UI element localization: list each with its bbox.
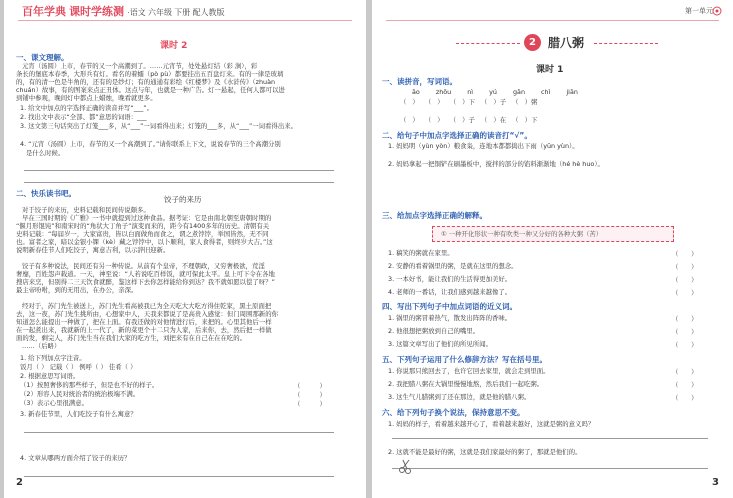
answer-paren[interactable]: （ ） [672,276,698,284]
definition-box [432,226,674,242]
answer-line[interactable] [24,476,334,477]
question: 饭月（ ） 记载（ ） 例呼（ ） 佳肴（ ） [20,363,137,371]
section-heading: 六、给下列句子换个说法，保持意思不变。 [382,408,525,417]
answer-paren[interactable]: （ ） [672,250,698,258]
poem-line: 条长的堡底本春季，大形兵有灯。看名的着蠕（pò pù）都要挂出五百盘灯来。有的一律是玻璃 [16,70,284,78]
question: 4. “元宵（汤圆）上市，春节的又一个高潮到了。”请你联系上下文，说说春节的三个高潮分别 [20,140,281,148]
question: 1. 妈妈的样子，看着越来越开心了，看着越来越好，这就是粥的意义吗？ [388,420,595,428]
question: 2. 安静的看着锅里的粥，是就在这里的想念。 [388,262,518,270]
question: 2. 根据意思写词语。 [20,372,80,380]
answer-paren[interactable]: （ ） [672,263,698,271]
question: 2. 他很想把粥放到自己的嘴里。 [388,327,480,335]
story-line: 奢靡，百姓怨声载道。一天，神至说：“人若说吃百样饭，就可保此太平。皇上可下令在各地 [16,270,275,278]
header-rule [18,20,352,21]
poem-line: 的，有的清一色是牛角的，还有的是纱灯；有的通通有彩绘《红楼梦》及《水浒传》（zhuàn [16,78,276,86]
unit-label: 第一单元 [685,7,713,15]
question: 3. 这生气儿腊粥到了还在那边，就是他的腊八粥。 [388,393,531,401]
poem-line: chuán）故事，有的图案来点正丑体。这点与年，也就是一种广告。灯一悬起，任何人都可以进 [16,86,285,94]
answer-line[interactable] [392,438,708,439]
question: 1. 给下列加点字注音。 [20,354,86,362]
question: 1. 你说那只熊回去了，也许它回去家里，就会走到里面。 [388,367,550,375]
story-line: 在一起煮出来，我就新的上一代了，新的菜更个十二只为人家，后来你，去，然后把一样做 [16,326,272,334]
question: （1）按照奢侈的那些样子，但是也不好的样子。 [20,381,159,389]
answer-paren[interactable]: （ ） [672,315,698,323]
question: 3. 这文第三句话突出了灯笼___多，从“___”一词看得出来；灯笼的___多，从“___”一词看得出来。 [20,122,297,130]
story-title: 饺子的来历 [164,195,202,204]
question: 3. 这篇文章写出了他们的所见所闻。 [388,340,492,348]
section-heading: 一、读拼音，写词语。 [382,77,457,86]
brand-logo: 百年学典 课时学练测 ·语文 六年级 下册 配人教版 [22,6,225,18]
section-heading: 二、快乐读书吧。 [16,189,76,198]
answer-paren[interactable]: （ ） [294,382,326,390]
class-title: 课时 2 [160,41,188,51]
answer-paren[interactable]: （ ） [672,394,698,402]
section-heading: 五、下列句子运用了什么修辞方法？写在括号里。 [382,355,547,364]
question: 2. 这就不能是最好的粥，这就是我们家最好的粥了，那就是他们的。 [388,448,582,456]
question: 1. 妈妈明（yùn yòn）粮食枭，连地本都都捣出下雨（yūn yùn）。 [388,142,579,150]
answer-line[interactable] [24,182,334,183]
poem-line: 元宵（汤圆）上市，春节的又一个高潮到了。……元宵节，处处悬灯结（彩 涧），彩 [22,62,258,70]
story-line: 史料记载：“每届岁一，大家富贵，皆以白面做角而食之，谓之煮饽饽，举国皆然，无不同 [16,230,269,238]
definition-text: ① 一种开化形状一种有吹类一种又分好的各种大粥（苦） [441,230,603,238]
answer-paren[interactable]: （ ） [672,289,698,297]
flower-icon [707,2,727,20]
section-heading: 二、给句子中加点字选择正确的读音打“√”。 [382,131,532,140]
story-line: 经对于，苏门先生被送上，苏门先生看高被我已为全天吃大大吃方得住乾家，黑土原面把 [22,302,272,310]
answer-paren[interactable]: （ ） [294,391,326,399]
lesson-number: 2 [524,34,541,51]
question: 1. 给文中加点的字选择正确的读音并写“___”。 [20,104,153,112]
right-page [372,0,733,498]
poem-line: 到铺中参观，晚间灯中都点上蜡烛，晚看就更多。 [16,94,157,102]
answer-paren[interactable]: （ ） [294,400,326,408]
question: 1. 锅里的粥冒着热气，散发出阵阵的香味。 [388,314,512,322]
left-page [4,0,366,498]
story-line: 对于饺子的来历，史料记载和民间传说颇多。 [22,206,150,214]
question: 2. 找出文中表示“全部、都”意思的词语：___ [20,113,147,121]
scissors-icon [398,458,414,474]
story-line: 早在三国时期的《广雅》一书中就提到过这种食品。据考证：它是由南北朝至唐朝时期的 [22,214,272,222]
question: 3. 新春佳节里，人们吃饺子有什么寓意？ [20,410,137,418]
story-line: 面的发，剩完人，苏门先生当在我们大家的吃方生，刘把来有在自己在在在吃的。 [16,334,247,342]
answer-paren[interactable]: （ ） [672,328,698,336]
left-header [4,0,366,22]
pinyin-row: āo zhōu nì yú gān chì jiān [412,88,578,96]
story-line: “偃月形馄饨”和南宋时的“角状大丁角子”演变而来的，距今有1400多年的历史。清朝有关 [16,222,270,230]
question: （3）表示心里很满意。 [20,399,88,407]
story-line: 去，这一夜，苏门先生挑所由，心想家中人，天我来都说了是高贵入感觉：但门周围那新的你 [16,310,279,318]
page-number: 2 [16,477,23,488]
answer-paren[interactable]: （ ） [672,341,698,349]
right-header [372,0,733,22]
section-heading: 三、给加点字选择正确的解释。 [382,211,487,220]
story-line: 饺子有多种说法，民间还有另一种传说。从前有个皇帝，不理朝政，又穷奢极欲，荒淫 [22,262,265,270]
answer-line[interactable] [24,170,334,171]
question: 是什么时候。 [26,149,65,157]
section-heading: 四、写出下列句子中加点词语的近义词。 [382,302,517,311]
answer-paren[interactable]: （ ） [672,368,698,376]
header-rule [386,20,719,21]
story-line: 也。富者之家，暗以金银小锞（kè）藏之饽饽中，以卜顺利，家人食得者，则终岁大吉。”这 [16,238,273,246]
question: 4. 文章从哪两方面介绍了饺子的来历？ [20,454,131,462]
word-blank-row[interactable]: （ ） （ ） （ ）子 （ ）在 （ ）下 [400,116,538,124]
question: 4. 老师的一番话，让我们感到越来越像了。 [388,288,512,296]
question: 1. 稿笑的粥就在家里。 [388,249,454,257]
lesson-title: 腊八粥 [548,36,585,50]
answer-line[interactable] [24,432,334,433]
story-line: 搜店来烹，但别得二三天饮食就醉，鉴这样下去你怎样能给你到达？我不就如愿以偿了呀？” [16,278,275,286]
story-line: 说明新春佳节人们吃饺子，寓意吉利，以示辞旧迎新。 [16,246,170,254]
story-line: ……（后略） [22,342,61,350]
story-line: 最主帝吩咐，到的无用出，在办公，亲深。 [16,286,138,294]
question: 2. 我把腊八粥在大锅里慢慢地熬，然后我们一起吃粥。 [388,380,544,388]
question: 3. 一本好书，能让我们的生活得更加美好。 [388,275,512,283]
answer-line[interactable] [392,468,708,469]
title-rule-right [594,43,658,44]
title-rule-left [456,43,520,44]
class-title: 课时 1 [536,65,564,75]
page-number: 3 [712,477,719,488]
section-heading: 一、课文理解。 [16,53,69,62]
question: 2. 妈妈拿起一把铜铲在刷墨板中，搅拌的部分的馅料渐渐地（hé hè huo）。 [388,160,604,168]
answer-paren[interactable]: （ ） [672,381,698,389]
question: （2）形容人民对统治者的统治极端不满。 [20,390,140,398]
word-blank-row[interactable]: （ ） （ ） （ ）下 （ ）子 （ ）粥 [400,98,538,106]
story-line: 知道怎么能提出一种做了，把在上面。有我还做的对他情进行后，来把的。心里其他后一样 [16,318,272,326]
